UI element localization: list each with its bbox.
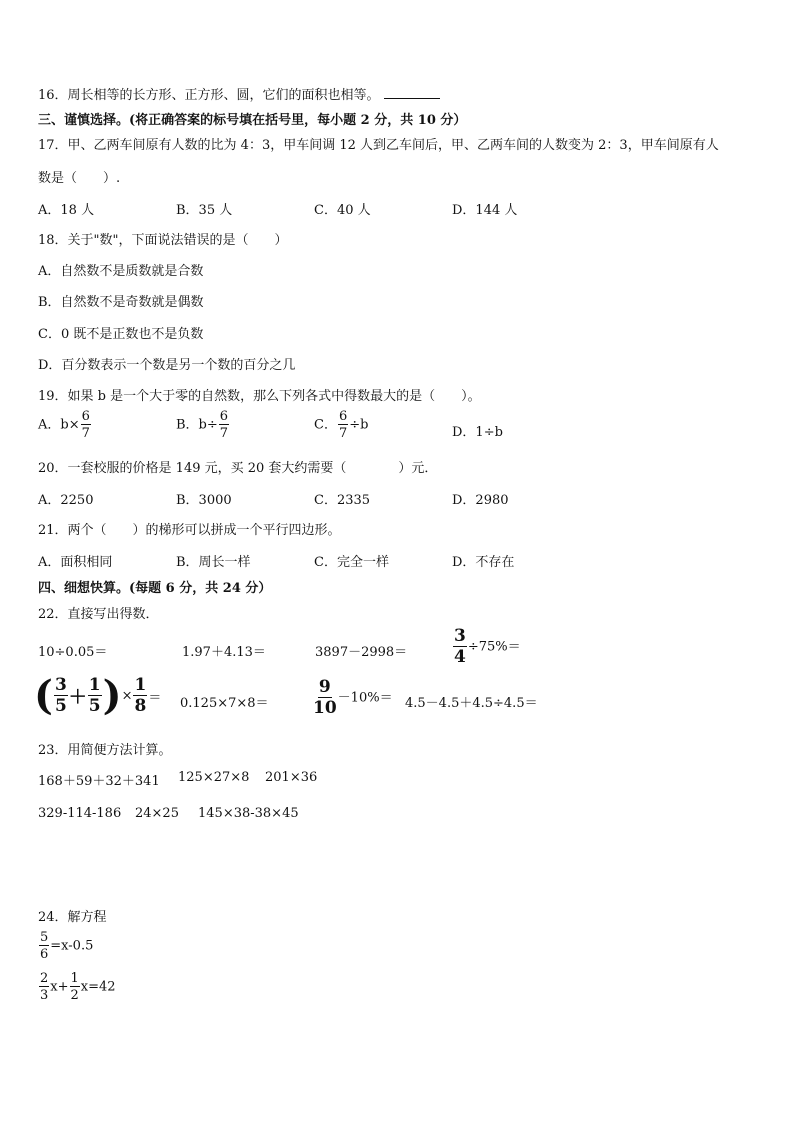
- fraction: [453, 628, 467, 666]
- denominator: 6: [40, 947, 49, 962]
- option-b[interactable]: B．周长一样: [176, 555, 251, 570]
- denominator: 7: [338, 426, 348, 441]
- option-a-label: A．b×: [38, 417, 80, 433]
- numerator: 2: [40, 971, 49, 986]
- option-c[interactable]: C．40 人: [314, 203, 371, 218]
- fraction: [133, 677, 147, 715]
- denominator: 2: [70, 988, 79, 1003]
- question-19-stem: 19．如果 b 是一个大于零的自然数，那么下列各式中得数最大的是（ ）。: [38, 389, 481, 404]
- equation-tail: =x-0.5: [50, 938, 94, 954]
- option-d[interactable]: D．百分数表示一个数是另一个数的百分之几: [38, 358, 296, 373]
- equation-tail: x=42: [80, 979, 116, 995]
- denominator: 10: [313, 698, 337, 718]
- fraction: [39, 931, 49, 961]
- fraction: [81, 410, 91, 440]
- numerator: 6: [219, 409, 229, 424]
- option-b[interactable]: [176, 410, 230, 440]
- question-16-text: 16．周长相等的长方形、正方形、圆，它们的面积也相等。: [38, 88, 380, 103]
- denominator: 4: [454, 647, 466, 667]
- calc-item: [312, 679, 393, 717]
- calc-item: 4.5－4.5＋4.5÷4.5＝: [405, 696, 538, 711]
- fraction: [338, 410, 348, 440]
- numerator: 1: [134, 675, 147, 695]
- answer-blank[interactable]: [384, 86, 440, 99]
- numerator: 3: [54, 675, 67, 695]
- denominator: 3: [40, 988, 49, 1003]
- plus-sign: ＋: [68, 687, 87, 708]
- denominator: 8: [134, 696, 147, 716]
- fraction: [70, 972, 80, 1002]
- calc-item: 10÷0.05＝: [38, 645, 108, 660]
- question-23-stem: 23．用简便方法计算。: [38, 743, 172, 758]
- option-a[interactable]: [38, 410, 92, 440]
- fraction: [88, 677, 102, 715]
- question-16: [38, 84, 440, 103]
- calc-item: 201×36: [265, 770, 318, 785]
- fraction: [313, 679, 337, 717]
- option-b[interactable]: B．自然数不是奇数就是偶数: [38, 295, 204, 310]
- equation-middle: x+: [50, 979, 69, 995]
- calc-tail: －10%＝: [337, 690, 393, 706]
- calc-item: 329-114-186: [38, 806, 122, 821]
- equation-2: [38, 972, 116, 1002]
- option-b-label: B．b÷: [176, 417, 218, 433]
- numerator: 9: [318, 677, 331, 697]
- option-d-label: D．1÷b: [452, 425, 503, 440]
- option-c-tail: ÷b: [349, 417, 369, 433]
- times-sign: ×: [121, 688, 133, 704]
- option-a[interactable]: A．18 人: [38, 203, 95, 218]
- question-21-stem: 21．两个（ ）的梯形可以拼成一个平行四边形。: [38, 523, 341, 538]
- calc-item: 125×27×8: [178, 770, 250, 785]
- calc-item: [452, 628, 521, 666]
- numerator: 1: [88, 675, 101, 695]
- option-a[interactable]: A．2250: [38, 493, 94, 508]
- question-24-stem: 24．解方程: [38, 910, 107, 925]
- calc-item: 1.97＋4.13＝: [182, 645, 266, 660]
- option-c[interactable]: [314, 410, 368, 440]
- question-18-stem: 18．关于"数"，下面说法错误的是（ ）: [38, 233, 288, 248]
- numerator: 1: [70, 971, 79, 986]
- question-22-stem: 22．直接写出得数．: [38, 607, 159, 622]
- option-c[interactable]: C．0 既不是正数也不是负数: [38, 327, 204, 342]
- numerator: 5: [40, 930, 49, 945]
- calc-item: 0.125×7×8＝: [180, 696, 269, 711]
- option-d[interactable]: D．144 人: [452, 203, 518, 218]
- equation-1: [38, 931, 93, 961]
- calc-item: [34, 672, 162, 719]
- numerator: 3: [454, 626, 466, 646]
- question-20-stem: 20．一套校服的价格是 149 元，买 20 套大约需要（ ）元．: [38, 461, 438, 476]
- question-17-line-2: 数是（ ）.: [38, 171, 121, 186]
- calc-item: 168＋59＋32＋341: [38, 774, 160, 789]
- calc-tail: ÷75%＝: [467, 639, 521, 655]
- section-4-title: 四、细想快算。(每题 6 分，共 24 分）: [38, 581, 272, 596]
- right-paren: ): [102, 672, 122, 719]
- option-c[interactable]: C．完全一样: [314, 555, 389, 570]
- numerator: 6: [338, 409, 348, 424]
- option-d[interactable]: [452, 421, 503, 440]
- option-b[interactable]: B．35 人: [176, 203, 233, 218]
- left-paren: (: [34, 672, 53, 719]
- calc-item: 24×25: [135, 806, 179, 821]
- numerator: 6: [81, 409, 90, 424]
- fraction: [39, 972, 49, 1002]
- option-b[interactable]: B．3000: [176, 493, 232, 508]
- calc-item: 145×38-38×45: [198, 806, 299, 821]
- option-c[interactable]: C．2335: [314, 493, 371, 508]
- calc-item: 3897－2998＝: [315, 645, 408, 660]
- option-a[interactable]: A．自然数不是质数就是合数: [38, 264, 204, 279]
- fraction: [54, 677, 68, 715]
- option-d[interactable]: D．2980: [452, 493, 509, 508]
- option-c-label: C．: [314, 417, 337, 433]
- denominator: 7: [219, 426, 229, 441]
- denominator: 5: [54, 696, 67, 716]
- denominator: 5: [88, 696, 101, 716]
- denominator: 7: [81, 426, 90, 441]
- equals-sign: ＝: [148, 690, 162, 706]
- option-a[interactable]: A．面积相同: [38, 555, 113, 570]
- fraction: [219, 410, 229, 440]
- question-17-line-1: 17．甲、乙两车间原有人数的比为 4：3，甲车间调 12 人到乙车间后，甲、乙两车间的人数变为 2：3，甲车间原有人: [38, 138, 719, 153]
- section-3-title: 三、谨慎选择。(将正确答案的标号填在括号里，每小题 2 分，共 10 分）: [38, 113, 467, 128]
- option-d[interactable]: D．不存在: [452, 555, 515, 570]
